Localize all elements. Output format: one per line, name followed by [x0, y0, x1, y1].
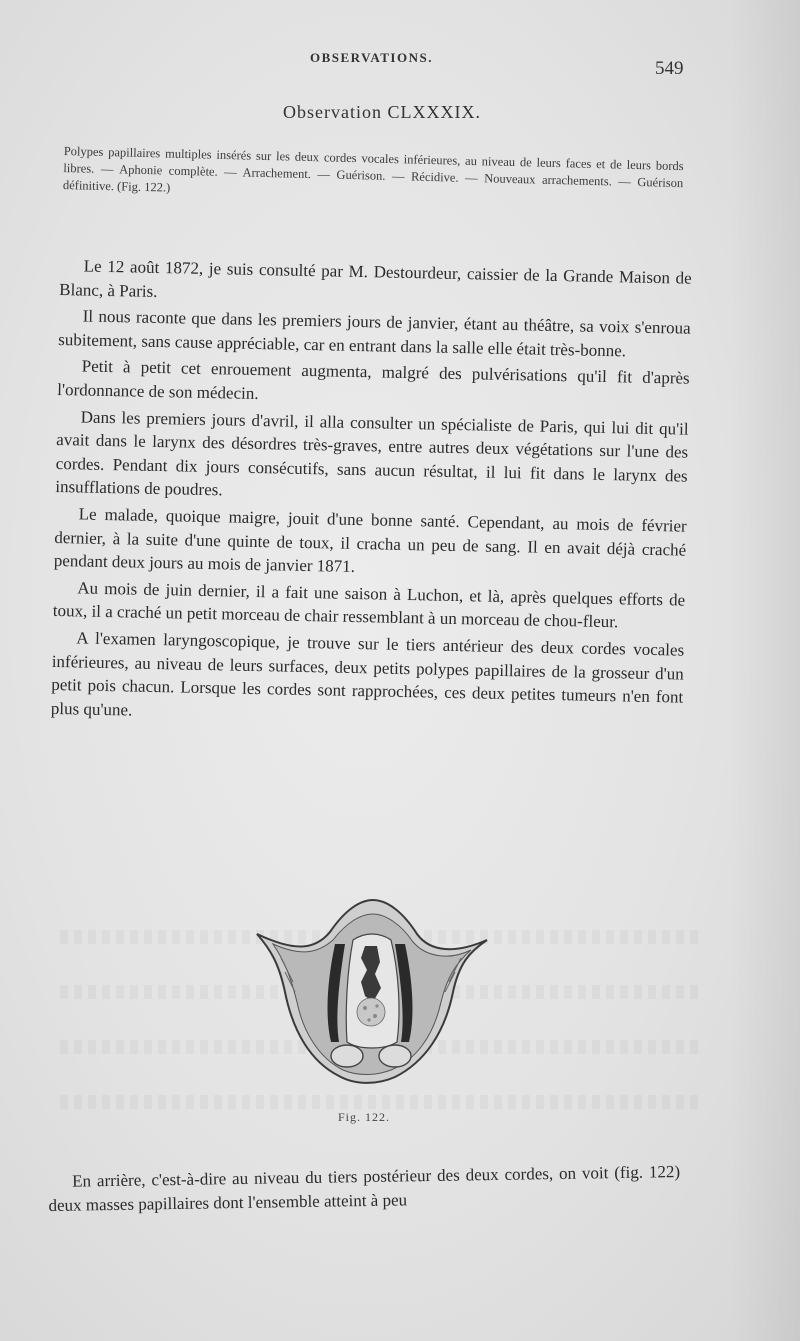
paragraph: En arrière, c'est-à-dire au niveau du tiers postérieur des deux cordes, on voit (fig. 122) deux masses papillaires dont l'ensemble atteint à peu — [48, 1162, 681, 1215]
closing-text — [48, 1160, 681, 1218]
running-head: OBSERVATIONS. — [310, 50, 433, 65]
show-through-line — [60, 1095, 700, 1109]
figure-caption: Fig. 122. — [338, 1110, 391, 1124]
paragraph: Le malade, quoique maigre, jouit d'une bonne santé. Cependant, au mois de février dernier, à la suite d'une quinte de toux, il cracha un peu de sang. Il en avait déjà craché pendant deux jours au mois de janvier 1871. — [53, 504, 687, 577]
page-number: 549 — [655, 58, 684, 79]
observation-summary — [63, 143, 684, 209]
larynx-drawing — [255, 892, 490, 1087]
body-text — [51, 254, 692, 736]
paragraph: Il nous raconte que dans les premiers jours de janvier, étant au théâtre, sa voix s'enroua subitement, sans cause appréciable, car en entrant dans la salle elle était très-bonne. — [58, 306, 691, 361]
paragraph: Le 12 août 1872, je suis consulté par M. Destourdeur, caissier de la Grande Maison de Blanc, à Paris. — [59, 256, 692, 301]
paragraph: Petit à petit cet enrouement augmenta, malgré des pulvérisations qu'il fit d'après l'ordonnance de son médecin. — [57, 356, 690, 403]
page-edge-shadow — [730, 0, 800, 1341]
paragraph: Au mois de juin dernier, il a fait une saison à Luchon, et là, après quelques efforts de toux, il a craché un petit morceau de chair ressemblant à un morceau de chou-fleur. — [52, 578, 686, 632]
paragraph: A l'examen laryngoscopique, je trouve sur le tiers antérieur des deux cordes vocales inférieures, au niveau de leurs surfaces, deux petits polypes papillaires de la grosseur d'un petit pois chacun. Lorsque les cordes sont rapprochées, ces deux petites tumeurs n'en font plus qu'une. — [50, 628, 685, 720]
paragraph: Dans les premiers jours d'avril, il alla consulter un spécialiste de Paris, qui lui dit qu'il avait dans le larynx des désordres très-graves, entre autres deux végétations sur l'une des cordes. Pendant dix jours consécutifs, sans aucun résultat, il lui fit dans le larynx des insufflations de poudres. — [55, 407, 689, 500]
observation-title: Observation CLXXXIX. — [283, 102, 481, 122]
larynx-illustration — [255, 892, 490, 1087]
summary-text: Polypes papillaires multiples insérés sur les deux cordes vocales inférieures, au niveau de leurs faces et de leurs bords libres. — Aphonie complète. — Arrachement. — Guérison. — Récidive. — Nouveaux arrachements. — Guérison définitive. (Fig. 122.) — [62, 143, 684, 195]
